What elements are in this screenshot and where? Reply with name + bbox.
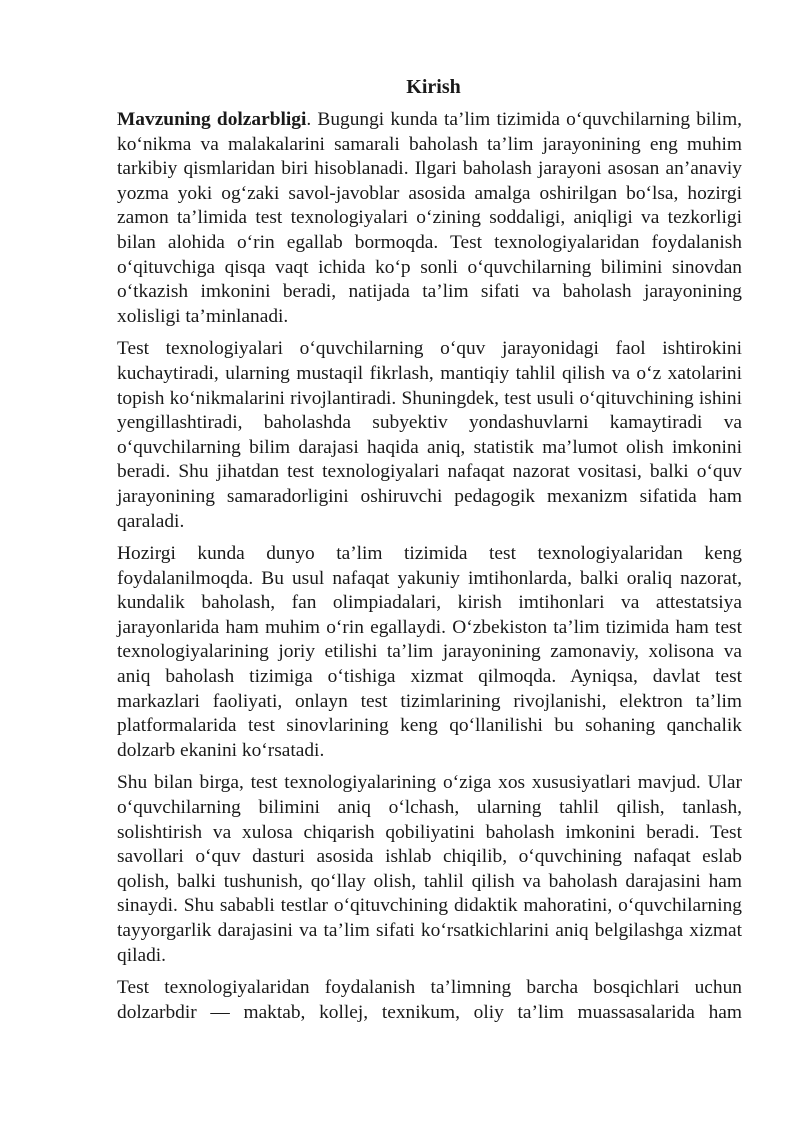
- paragraph: Hozirgi kunda dunyo ta’lim tizimida test texnologiyalaridan keng foydalanilmoqda. Bu usul nafaqat yakuniy imtihonlarda, balki oraliq nazorat, kundalik baholash, fan olimpiadalari, kirish imtihonlari va attestatsiya jarayonlarida ham muhim o‘rin egallaydi. O‘zbekiston ta’lim tizimida ham test texnologiyalarining joriy etilishi ta’lim jarayonining zamonaviy, xolisona va aniq baholash tizimiga o‘tishiga xizmat qilmoqda. Ayniqsa, davlat test markazlari faoliyati, onlayn test tizimlarining rivojlanishi, elektron ta’lim platformalarida test sinovlarining keng qo‘llanilishi bu sohaning qanchalik dolzarb ekanini ko‘rsatadi.: [117, 543, 742, 761]
- paragraph: Test texnologiyalaridan foydalanish ta’limning barcha bosqichlari uchun dolzarbdir — maktab, kollej, texnikum, oliy ta’lim muassasalarida ham: [117, 977, 742, 1023]
- relevance-heading: Mavzuning dolzarbligi: [117, 109, 307, 130]
- document-page: [117, 74, 742, 1033]
- paragraph: Test texnologiyalari o‘quvchilarning o‘quv jarayonidagi faol ishtirokini kuchaytiradi, ularning mustaqil fikrlash, mantiqiy tahlil qilish va o‘z xatolarini topish ko‘nikmalarini rivojlantiradi. Shuningdek, test usuli o‘qituvchining ishini yengillashtiradi, baholashda subyektiv yondashuvlarni kamaytiradi va o‘quvchilarning bilim darajasi haqida aniq, statistik ma’lumot olish imkonini beradi. Shu jihatdan test texnologiyalari nafaqat nazorat vositasi, balki o‘quv jarayonining samaradorligini oshiruvchi pedagogik mexanizm sifatida ham qaraladi.: [117, 338, 742, 532]
- paragraph: Shu bilan birga, test texnologiyalarining o‘ziga xos xususiyatlari mavjud. Ular o‘quvchilarning bilimini aniq o‘lchash, ularning tahlil qilish, tanlash, solishtirish va xulosa chiqarish qobiliyatini baholash imkonini beradi. Test savollari o‘quv dasturi asosida ishlab chiqilib, o‘quvchining nafaqat eslab qolish, balki tushunish, qo‘llay olish, tahlil qilish va baholash darajasini ham sinaydi. Shu sababli testlar o‘qituvchining didaktik mahoratini, o‘quvchilarning tayyorgarlik darajasini va ta’lim sifati ko‘rsatkichlarini aniq belgilashga xizmat qiladi.: [117, 772, 742, 966]
- paragraph-relevance: [117, 108, 742, 329]
- paragraph-text: . Bugungi kunda ta’lim tizimida o‘quvchilarning bilim, ko‘nikma va malakalarini samarali baholash ta’lim jarayonining eng muhim tarkibiy qismlaridan biri hisoblanadi. Ilgari baholash jarayoni asosan an’anaviy yozma yoki og‘zaki savol-javoblar asosida amalga oshirilgan bo‘lsa, hozirgi zamon ta’limida test texnologiyalari o‘zining soddaligi, aniqligi va tezkorligi bilan alohida o‘rin egallab bormoqda. Test texnologiyalaridan foydalanish o‘qituvchiga qisqa vaqt ichida ko‘p sonli o‘quvchilarning bilimini sinovdan o‘tkazish imkonini beradi, natijada ta’lim sifati va baholash jarayonining xolisligi ta’minlanadi.: [117, 109, 742, 327]
- document-title: Kirish: [406, 76, 461, 98]
